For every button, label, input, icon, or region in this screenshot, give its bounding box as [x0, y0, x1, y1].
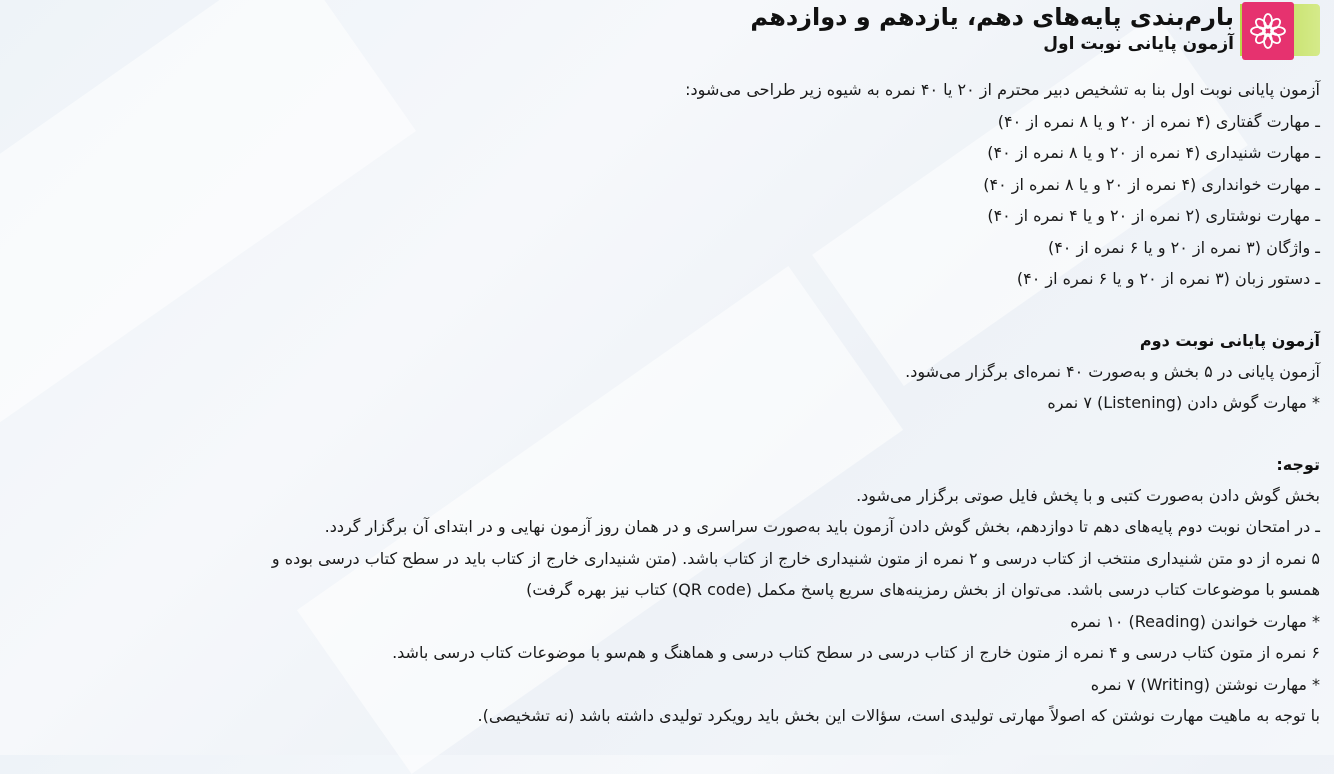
section-title-second-exam: آزمون پایانی نوبت دوم	[1139, 330, 1320, 350]
list-item: ـ مهارت شنیداری (۴ نمره از ۲۰ و یا ۸ نمره از ۴۰)	[987, 143, 1320, 162]
flower-logo-icon	[1242, 2, 1294, 60]
listening-item: * مهارت گوش دادن (Listening) ۷ نمره	[1047, 393, 1320, 412]
list-item: ـ مهارت خوانداری (۴ نمره از ۲۰ و یا ۸ نمره از ۴۰)	[983, 174, 1320, 194]
second-exam-intro: آزمون پایانی در ۵ بخش و به‌صورت ۴۰ نمره‌ای برگزار می‌شود.	[905, 361, 1320, 381]
note-line: ـ در امتحان نوبت دوم پایه‌های دهم تا دوازدهم، بخش گوش دادن آزمون باید به‌صورت سراسری و در همان روز آزمون نهایی و در ابتدای آن برگزار گردد.	[324, 517, 1320, 536]
writing-item: * مهارت نوشتن (Writing) ۷ نمره	[1090, 674, 1320, 694]
spacer	[14, 295, 1320, 325]
note-line: ۶ نمره از متون کتاب درسی و ۴ نمره از متون خارج از کتاب درسی در سطح کتاب درسی و هماهنگ و هم‌سو با موضوعات کتاب درسی باشد.	[392, 643, 1320, 662]
list-item: ـ مهارت گفتاری (۴ نمره از ۲۰ و یا ۸ نمره از ۴۰)	[997, 111, 1320, 131]
note-line: با توجه به ماهیت مهارت نوشتن که اصولاً مهارتی تولیدی است، سؤالات این بخش باید رویکرد تولیدی داشته باشد (نه تشخیصی).	[477, 706, 1320, 725]
list-item: ـ مهارت نوشتاری (۲ نمره از ۲۰ و یا ۴ نمره از ۴۰)	[987, 206, 1320, 225]
note-line: ۵ نمره از دو متن شنیداری منتخب از کتاب درسی و ۲ نمره از متون شنیداری خارج از کتاب باشد. (متن شنیداری خارج از کتاب باید در سطح کتاب درسی بوده و	[271, 548, 1320, 568]
page-title: بارم‌بندی پایه‌های دهم، یازدهم و دوازدهم	[750, 3, 1234, 31]
section-title-first-exam: آزمون پایانی نوبت اول	[1043, 34, 1234, 54]
first-exam-intro: آزمون پایانی نوبت اول بنا به تشخیص دبیر محترم از ۲۰ یا ۴۰ نمره به شیوه زیر طراحی می‌شود:	[685, 80, 1320, 99]
header-titles	[750, 2, 1234, 56]
document-body	[14, 74, 1320, 732]
note-line: بخش گوش دادن به‌صورت کتبی و با پخش فایل صوتی برگزار می‌شود.	[856, 485, 1320, 505]
header	[750, 2, 1320, 62]
logo	[1240, 2, 1320, 60]
reading-item: * مهارت خواندن (Reading) ۱۰ نمره	[1070, 611, 1320, 631]
list-item: ـ واژگان (۳ نمره از ۲۰ و یا ۶ نمره از ۴۰)	[1047, 237, 1320, 257]
list-item: ـ دستور زبان (۳ نمره از ۲۰ و یا ۶ نمره از ۴۰)	[1016, 269, 1320, 288]
spacer	[14, 419, 1320, 449]
note-heading: توجه:	[1276, 454, 1320, 474]
note-line: همسو با موضوعات کتاب درسی باشد. می‌توان از بخش رمزینه‌های سریع پاسخ مکمل (QR code) کتاب نیز بهره گرفت)	[526, 580, 1320, 599]
